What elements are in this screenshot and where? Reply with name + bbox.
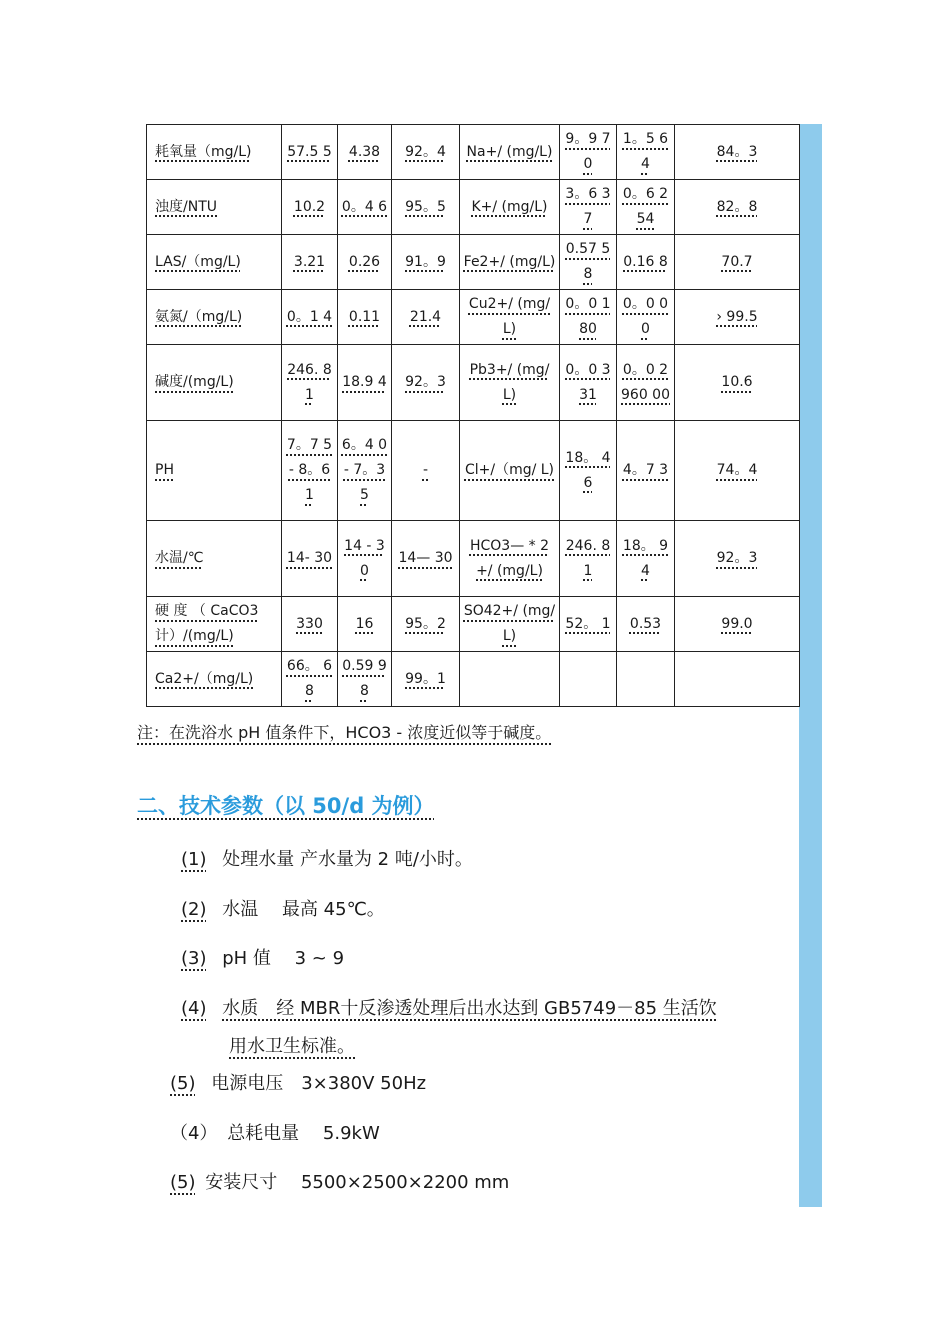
- cell-text: 18。 94: [622, 537, 669, 579]
- table-row-label: [147, 421, 282, 521]
- table-row: [147, 652, 800, 707]
- table-cell: [675, 180, 800, 235]
- cell-text: 0.11: [348, 308, 381, 325]
- table-row: [147, 421, 800, 521]
- cell-text: 3.21: [293, 253, 326, 270]
- table-cell: [617, 180, 675, 235]
- param-text: 处理水量 产水量为 2 吨/小时。: [222, 849, 473, 870]
- param-item: [170, 1069, 426, 1095]
- table-cell: [392, 521, 460, 597]
- param-number: (1): [181, 849, 207, 870]
- table-cell: [338, 235, 392, 290]
- table-row-label: [460, 125, 560, 180]
- param-text: 用水卫生标准。: [229, 1036, 355, 1057]
- section-title: 二、技术参数（以 50/d 为例）: [137, 794, 435, 818]
- cell-text: Cu2+/ (mg/L): [468, 296, 551, 337]
- table-cell: [560, 652, 617, 707]
- cell-text: K+/ (mg/L): [471, 198, 548, 215]
- table-row-label: [460, 345, 560, 421]
- cell-text: 70.7: [721, 253, 753, 270]
- cell-text: 95。2: [405, 615, 446, 632]
- param-item: [170, 1119, 380, 1145]
- table-cell: [675, 421, 800, 521]
- param-number: (3): [181, 948, 207, 969]
- param-item: [181, 944, 344, 970]
- param-text: 水质 经 MBR十反渗透处理后出水达到 GB5749－85 生活饮: [222, 998, 717, 1019]
- cell-text: 246. 81: [565, 537, 611, 579]
- param-number: (4): [181, 998, 207, 1019]
- table-cell: [675, 235, 800, 290]
- cell-text: 10.6: [721, 374, 753, 390]
- cell-text: › 99.5: [716, 308, 758, 325]
- cell-text: 0。0 2960 00: [621, 361, 670, 403]
- param-number: (5): [170, 1172, 196, 1193]
- table-row: [147, 125, 800, 180]
- param-text: pH 值 3 ~ 9: [222, 948, 345, 969]
- table-row: [147, 180, 800, 235]
- cell-text: 1。5 64: [622, 131, 669, 172]
- table-cell: [282, 290, 338, 345]
- table-cell: [338, 597, 392, 652]
- table-cell: [560, 235, 617, 290]
- table-cell: [282, 180, 338, 235]
- table-row: [147, 597, 800, 652]
- table-cell: [560, 125, 617, 180]
- table-cell: [675, 125, 800, 180]
- table-cell: [560, 180, 617, 235]
- cell-text: 0。0 00: [622, 296, 669, 337]
- table-row: [147, 290, 800, 345]
- table-row-label: [460, 652, 560, 707]
- table-row-label: [147, 290, 282, 345]
- table-cell: [617, 290, 675, 345]
- param-item: [181, 845, 473, 871]
- cell-text: 66。 68: [286, 658, 333, 699]
- cell-text: 0。4 6: [341, 198, 388, 215]
- cell-text: 耗氧量（mg/L): [155, 143, 252, 160]
- cell-text: 水温/℃: [155, 550, 204, 566]
- table-row-label: [147, 521, 282, 597]
- cell-text: 氨氮/（mg/L): [155, 308, 243, 325]
- cell-text: 99.0: [721, 615, 753, 632]
- table-cell: [617, 421, 675, 521]
- param-item: [229, 1032, 355, 1058]
- cell-text: 74。4: [716, 462, 758, 478]
- cell-text: 92。4: [405, 143, 446, 160]
- cell-text: 10.2: [293, 198, 326, 215]
- table-cell: [282, 652, 338, 707]
- cell-text: 18.9 4: [342, 374, 387, 390]
- cell-text: 7。7 5- 8。6 1: [286, 437, 333, 503]
- table-cell: [392, 421, 460, 521]
- table-cell: [282, 421, 338, 521]
- cell-text: 4。7 3: [622, 462, 669, 478]
- table-row-label: [460, 521, 560, 597]
- cell-text: 浊度/NTU: [155, 198, 217, 215]
- cell-text: 0。6 254: [622, 186, 669, 227]
- table-cell: [617, 652, 675, 707]
- table-row-label: [460, 597, 560, 652]
- table-cell: [338, 290, 392, 345]
- table-cell: [675, 345, 800, 421]
- cell-text: 0.53: [629, 615, 662, 632]
- table-cell: [675, 521, 800, 597]
- cell-text: 92。3: [716, 550, 758, 566]
- table-cell: [675, 652, 800, 707]
- cell-text: 0.16 8: [623, 253, 668, 270]
- cell-text: Cl+/（mg/ L): [464, 462, 555, 478]
- table-cell: [617, 235, 675, 290]
- table-row-label: [147, 652, 282, 707]
- table-cell: [282, 521, 338, 597]
- table-row-label: [460, 290, 560, 345]
- param-item: [181, 994, 717, 1020]
- cell-text: 91。9: [405, 253, 446, 270]
- cell-text: 18。 46: [565, 449, 611, 491]
- cell-text: HCO3— * 2+/ (mg/L): [469, 537, 550, 579]
- table-cell: [617, 597, 675, 652]
- table-cell: [675, 597, 800, 652]
- cell-text: SO42+/ (mg/L): [463, 603, 556, 644]
- param-item: [181, 895, 385, 921]
- cell-text: 9。9 70: [565, 131, 611, 172]
- decorative-side-bar: [799, 124, 822, 1207]
- cell-text: 3。6 37: [565, 186, 611, 227]
- cell-text: LAS/（mg/L): [155, 253, 241, 270]
- cell-text: 246. 81: [287, 361, 332, 403]
- cell-text: -: [422, 462, 429, 478]
- cell-text: Ca2+/（mg/L): [155, 670, 254, 687]
- param-item: [170, 1168, 509, 1194]
- cell-text: 0.57 58: [565, 241, 611, 282]
- table-row-label: [460, 180, 560, 235]
- cell-text: 14— 30: [398, 550, 453, 566]
- cell-text: 16: [355, 615, 374, 632]
- table-cell: [560, 345, 617, 421]
- cell-text: PH: [155, 462, 174, 478]
- cell-text: 0。0 331: [565, 361, 611, 403]
- table-cell: [282, 597, 338, 652]
- cell-text: 82。8: [716, 198, 758, 215]
- table-cell: [338, 652, 392, 707]
- cell-text: 330: [296, 615, 323, 632]
- table-cell: [392, 652, 460, 707]
- cell-text: 6。4 0- 7。3 5: [341, 437, 388, 503]
- table-row-label: [147, 345, 282, 421]
- table-row: [147, 235, 800, 290]
- table-row: [147, 345, 800, 421]
- table-row-label: [147, 597, 282, 652]
- cell-text: Na+/ (mg/L): [466, 143, 553, 160]
- table-cell: [338, 421, 392, 521]
- table-row-label: [147, 235, 282, 290]
- table-row-label: [460, 235, 560, 290]
- cell-text: 0。1 4: [286, 308, 333, 325]
- table-cell: [675, 290, 800, 345]
- cell-text: 92。3: [405, 374, 446, 390]
- cell-text: 碱度/(mg/L): [155, 374, 234, 390]
- table-cell: [560, 290, 617, 345]
- note-text: 注：在洗浴水 pH 值条件下，HCO3 - 浓度近似等于碱度。: [137, 723, 552, 742]
- table-cell: [392, 290, 460, 345]
- table-cell: [560, 421, 617, 521]
- cell-text: 52。 1: [565, 615, 611, 632]
- cell-text: 0。0 180: [565, 296, 611, 337]
- table-cell: [338, 521, 392, 597]
- table-cell: [338, 125, 392, 180]
- param-number: (5): [170, 1073, 196, 1094]
- table-cell: [617, 125, 675, 180]
- table-cell: [282, 345, 338, 421]
- table-row: [147, 521, 800, 597]
- table-row-label: [460, 421, 560, 521]
- param-number: (2): [181, 899, 207, 920]
- cell-text: 21.4: [409, 308, 442, 325]
- table-cell: [282, 235, 338, 290]
- table-cell: [392, 125, 460, 180]
- cell-text: 4.38: [348, 143, 381, 160]
- cell-text: 14- 30: [286, 550, 333, 566]
- param-text: 电源电压 3×380V 50Hz: [211, 1073, 427, 1094]
- param-number: （4）: [170, 1123, 218, 1144]
- table-row-label: [147, 125, 282, 180]
- table-cell: [338, 345, 392, 421]
- table-cell: [560, 597, 617, 652]
- cell-text: 0.26: [348, 253, 381, 270]
- table-cell: [392, 345, 460, 421]
- cell-text: 57.5 5: [287, 143, 332, 160]
- cell-text: 95。5: [405, 198, 446, 215]
- table-cell: [617, 521, 675, 597]
- cell-text: Fe2+/ (mg/L): [463, 253, 556, 270]
- param-text: 总耗电量 5.9kW: [227, 1123, 380, 1144]
- cell-text: 硬 度 （ CaCO3 计）/(mg/L): [155, 603, 259, 644]
- param-text: 安装尺寸 5500×2500×2200 mm: [205, 1172, 510, 1193]
- table-cell: [338, 180, 392, 235]
- table-cell: [617, 345, 675, 421]
- table-cell: [560, 521, 617, 597]
- table-cell: [282, 125, 338, 180]
- water-quality-table: [146, 124, 800, 707]
- param-text: 水温 最高 45℃。: [222, 899, 385, 920]
- cell-text: 0.59 98: [342, 658, 387, 699]
- table-cell: [392, 180, 460, 235]
- cell-text: 14 - 30: [344, 537, 385, 579]
- cell-text: Pb3+/ (mg/L): [469, 361, 550, 403]
- cell-text: 84。3: [716, 143, 758, 160]
- table-row-label: [147, 180, 282, 235]
- table-cell: [392, 597, 460, 652]
- cell-text: 99。1: [405, 670, 446, 687]
- table-cell: [392, 235, 460, 290]
